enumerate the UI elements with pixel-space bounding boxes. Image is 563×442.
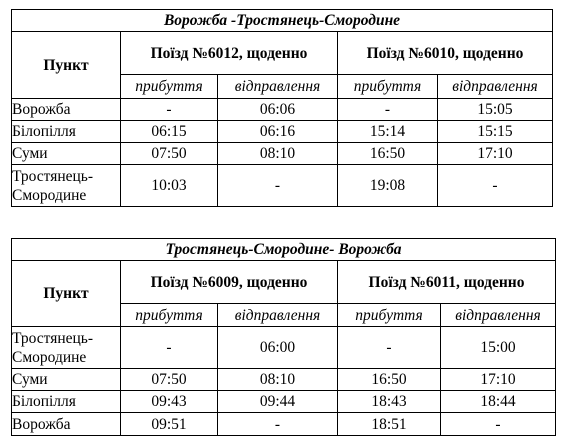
time-cell: 09:51: [121, 413, 218, 436]
time-cell: 18:44: [441, 391, 556, 413]
time-cell: 17:10: [441, 369, 556, 391]
time-cell: 18:51: [338, 413, 441, 436]
time-cell: -: [438, 165, 553, 207]
table-row: [12, 99, 553, 121]
time-cell: 06:00: [218, 327, 338, 369]
time-cell: 19:08: [338, 165, 438, 207]
table-row: [12, 327, 556, 369]
subheader-arrival: прибуття: [338, 304, 441, 327]
time-cell: -: [218, 165, 338, 207]
table-title: Ворожба -Тростянець-Смородине: [12, 10, 553, 32]
time-cell: 15:05: [438, 99, 553, 121]
time-cell: 15:15: [438, 121, 553, 143]
station-name: Ворожба: [12, 413, 121, 436]
train-header-6012: Поїзд №6012, щоденно: [121, 32, 338, 75]
table-title: Тростянець-Смородине- Ворожба: [12, 239, 556, 261]
time-cell: 18:43: [338, 391, 441, 413]
table-row: [12, 369, 556, 391]
subheader-departure: відправлення: [438, 75, 553, 99]
time-cell: 10:03: [121, 165, 218, 207]
time-cell: -: [121, 99, 218, 121]
table-row: [12, 391, 556, 413]
time-cell: 07:50: [121, 369, 218, 391]
time-cell: -: [441, 413, 556, 436]
timetable-vorozhba-trostianets: [11, 9, 553, 207]
time-cell: -: [338, 99, 438, 121]
time-cell: 06:15: [121, 121, 218, 143]
column-header-station: Пункт: [12, 261, 121, 327]
time-cell: -: [218, 413, 338, 436]
table-row: [12, 413, 556, 436]
time-cell: 15:00: [441, 327, 556, 369]
station-name: Тростянець-Смородине: [12, 165, 121, 207]
time-cell: 08:10: [218, 369, 338, 391]
train-header-6011: Поїзд №6011, щоденно: [338, 261, 556, 304]
subheader-departure: відправлення: [218, 75, 338, 99]
table-row: [12, 165, 553, 207]
train-header-6009: Поїзд №6009, щоденно: [121, 261, 338, 304]
column-header-station: Пункт: [12, 32, 121, 99]
station-name: Тростянець-Смородине: [12, 327, 121, 369]
timetable-trostianets-vorozhba: [11, 238, 556, 436]
time-cell: 08:10: [218, 143, 338, 165]
time-cell: 09:44: [218, 391, 338, 413]
time-cell: 17:10: [438, 143, 553, 165]
station-name: Суми: [12, 369, 121, 391]
time-cell: -: [121, 327, 218, 369]
station-name: Білопілля: [12, 121, 121, 143]
time-cell: 15:14: [338, 121, 438, 143]
time-cell: 06:06: [218, 99, 338, 121]
subheader-departure: відправлення: [441, 304, 556, 327]
station-name: Суми: [12, 143, 121, 165]
table-row: [12, 121, 553, 143]
subheader-arrival: прибуття: [121, 304, 218, 327]
train-header-6010: Поїзд №6010, щоденно: [338, 32, 553, 75]
time-cell: 16:50: [338, 143, 438, 165]
time-cell: 09:43: [121, 391, 218, 413]
subheader-arrival: прибуття: [338, 75, 438, 99]
time-cell: -: [338, 327, 441, 369]
station-name: Білопілля: [12, 391, 121, 413]
station-name: Ворожба: [12, 99, 121, 121]
time-cell: 06:16: [218, 121, 338, 143]
time-cell: 07:50: [121, 143, 218, 165]
time-cell: 16:50: [338, 369, 441, 391]
subheader-arrival: прибуття: [121, 75, 218, 99]
table-row: [12, 143, 553, 165]
subheader-departure: відправлення: [218, 304, 338, 327]
